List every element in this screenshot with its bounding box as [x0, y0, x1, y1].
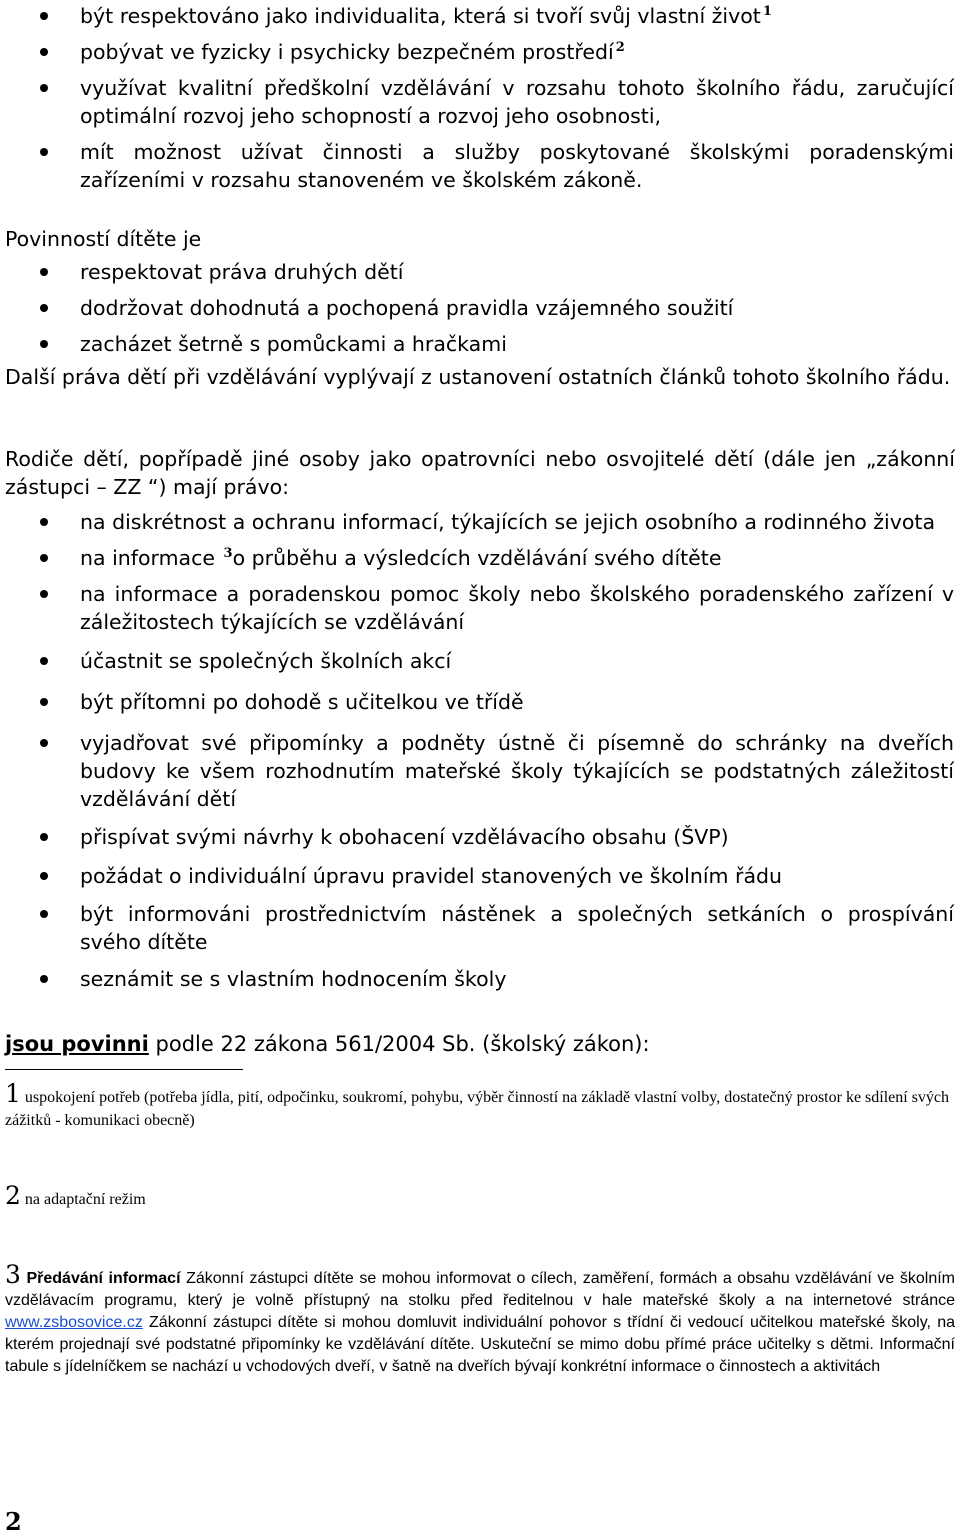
bullet-icon: [40, 910, 48, 918]
list-item: přispívat svými návrhy k obohacení vzdělávacího obsahu (ŠVP): [0, 823, 960, 851]
footnote-3-heading: Předávání informací: [26, 1270, 181, 1287]
parents-rights-list: [0, 508, 960, 993]
bullet-icon: [40, 518, 48, 526]
bullet-icon: [40, 340, 48, 348]
further-rights-text: Další práva dětí při vzdělávání vyplývají z ustanovení ostatních článků tohoto školního řádu.: [5, 365, 951, 389]
list-item: respektovat práva druhých dětí: [0, 258, 960, 286]
website-link[interactable]: www.zsbosovice.cz: [5, 1314, 143, 1331]
duties-heading: Povinností dítěte je: [5, 227, 202, 251]
list-item: být přítomni po dohodě s učitelkou ve třídě: [0, 688, 960, 716]
footnote-number: 1: [5, 1079, 21, 1108]
bullet-icon: [40, 833, 48, 841]
list-item: účastnit se společných školních akcí: [0, 647, 960, 675]
footnote-ref[interactable]: 2: [615, 40, 625, 55]
footnote-number: 2: [5, 1181, 21, 1210]
bullet-icon: [40, 48, 48, 56]
footnote-2: 2 na adaptační režim: [5, 1181, 146, 1210]
child-rights-list: [0, 2, 960, 194]
list-item: požádat o individuální úpravu pravidel stanovených ve školním řádu: [0, 862, 960, 890]
list-item: vyjadřovat své připomínky a podněty ústně či písemně do schránky na dveřích budovy ke všem rozhodnutím mateřské školy týkajících se podstatných záležitostí vzdělávání dětí: [0, 729, 960, 813]
footnote-ref[interactable]: 3: [223, 546, 233, 561]
list-item: na diskrétnost a ochranu informací, týkajících se jejich osobního a rodinného života: [0, 508, 960, 536]
footnote-ref[interactable]: 1: [762, 4, 772, 19]
bullet-icon: [40, 554, 48, 562]
footnote-3: 3 Předávání informací Zákonní zástupci dítěte se mohou informovat o cílech, zaměření, formách a obsahu vzdělávání ve školním vzdělávacím programu, který je volně přístupný na stolku před ředitelnou v hale mateřské školy a na internetové stránce www.zsbosovice.cz Zákonní zástupci dítěte si mohou domluvit individuální pohovor s třídní či vedoucí učitelkou mateřské školy, na kterém projednají své podstatné připomínky ke vzdělávání dítěte. Uskuteční se mimo dobu přímé práce učitelky s dětmi. Informační tabule s jídelníčkem se nachází u vchodových dveří, v šatně na dveřích bývají konkrétní informace o činnostech a aktivitách: [5, 1260, 955, 1375]
bullet-icon: [40, 975, 48, 983]
list-item: na informace $^3$o průběhu a výsledcích vzdělávání svého dítěte: [0, 544, 960, 572]
obligations-rest: podle 22 zákona 561/2004 Sb. (školský zákon):: [148, 1032, 650, 1056]
list-item: mít možnost užívat činnosti a služby poskytované školskými poradenskými zařízeními v rozsahu stanoveném ve školském zákoně.: [0, 138, 960, 194]
bullet-icon: [40, 12, 48, 20]
bullet-icon: [40, 304, 48, 312]
list-item: dodržovat dohodnutá a pochopená pravidla vzájemného soužití: [0, 294, 960, 322]
footnote-number: 3: [5, 1260, 21, 1289]
obligations-line: [5, 1030, 955, 1058]
bullet-icon: [40, 148, 48, 156]
list-item: využívat kvalitní předškolní vzdělávání v rozsahu tohoto školního řádu, zaručující optimální rozvoj jeho schopností a rozvoj jeho osobnosti,: [0, 74, 960, 130]
child-duties-list: [0, 258, 960, 358]
bullet-icon: [40, 872, 48, 880]
list-item: být respektováno jako individualita, která si tvoří svůj vlastní život $^1$: [0, 2, 960, 30]
page-number: 2: [5, 1507, 22, 1536]
parents-intro: Rodiče dětí, popřípadě jiné osoby jako opatrovníci nebo osvojitelé dětí (dále jen „zákonní zástupci – ZZ “) mají právo:: [5, 447, 955, 499]
list-item: zacházet šetrně s pomůckami a hračkami: [0, 330, 960, 358]
list-item: na informace a poradenskou pomoc školy nebo školského poradenského zařízení v záležitostech týkajících se vzdělávání: [0, 580, 960, 636]
list-item: pobývat ve fyzicky i psychicky bezpečném prostředí $^2$: [0, 38, 960, 66]
bullet-icon: [40, 590, 48, 598]
bullet-icon: [40, 698, 48, 706]
obligations-bold: jsou povinni: [5, 1032, 149, 1056]
bullet-icon: [40, 657, 48, 665]
list-item: seznámit se s vlastním hodnocením školy: [0, 965, 960, 993]
list-item: být informováni prostřednictvím nástěnek a společných setkáních o prospívání svého dítěte: [0, 900, 960, 956]
bullet-icon: [40, 84, 48, 92]
bullet-icon: [40, 268, 48, 276]
footnote-separator: [5, 1069, 243, 1070]
footnote-1: 1 uspokojení potřeb (potřeba jídla, pití, odpočinku, soukromí, pohybu, výběr činností na základě vlastní volby, dostatečný prostor ke sdílení svých zážitků - komunikaci obecně): [5, 1079, 950, 1129]
bullet-icon: [40, 739, 48, 747]
